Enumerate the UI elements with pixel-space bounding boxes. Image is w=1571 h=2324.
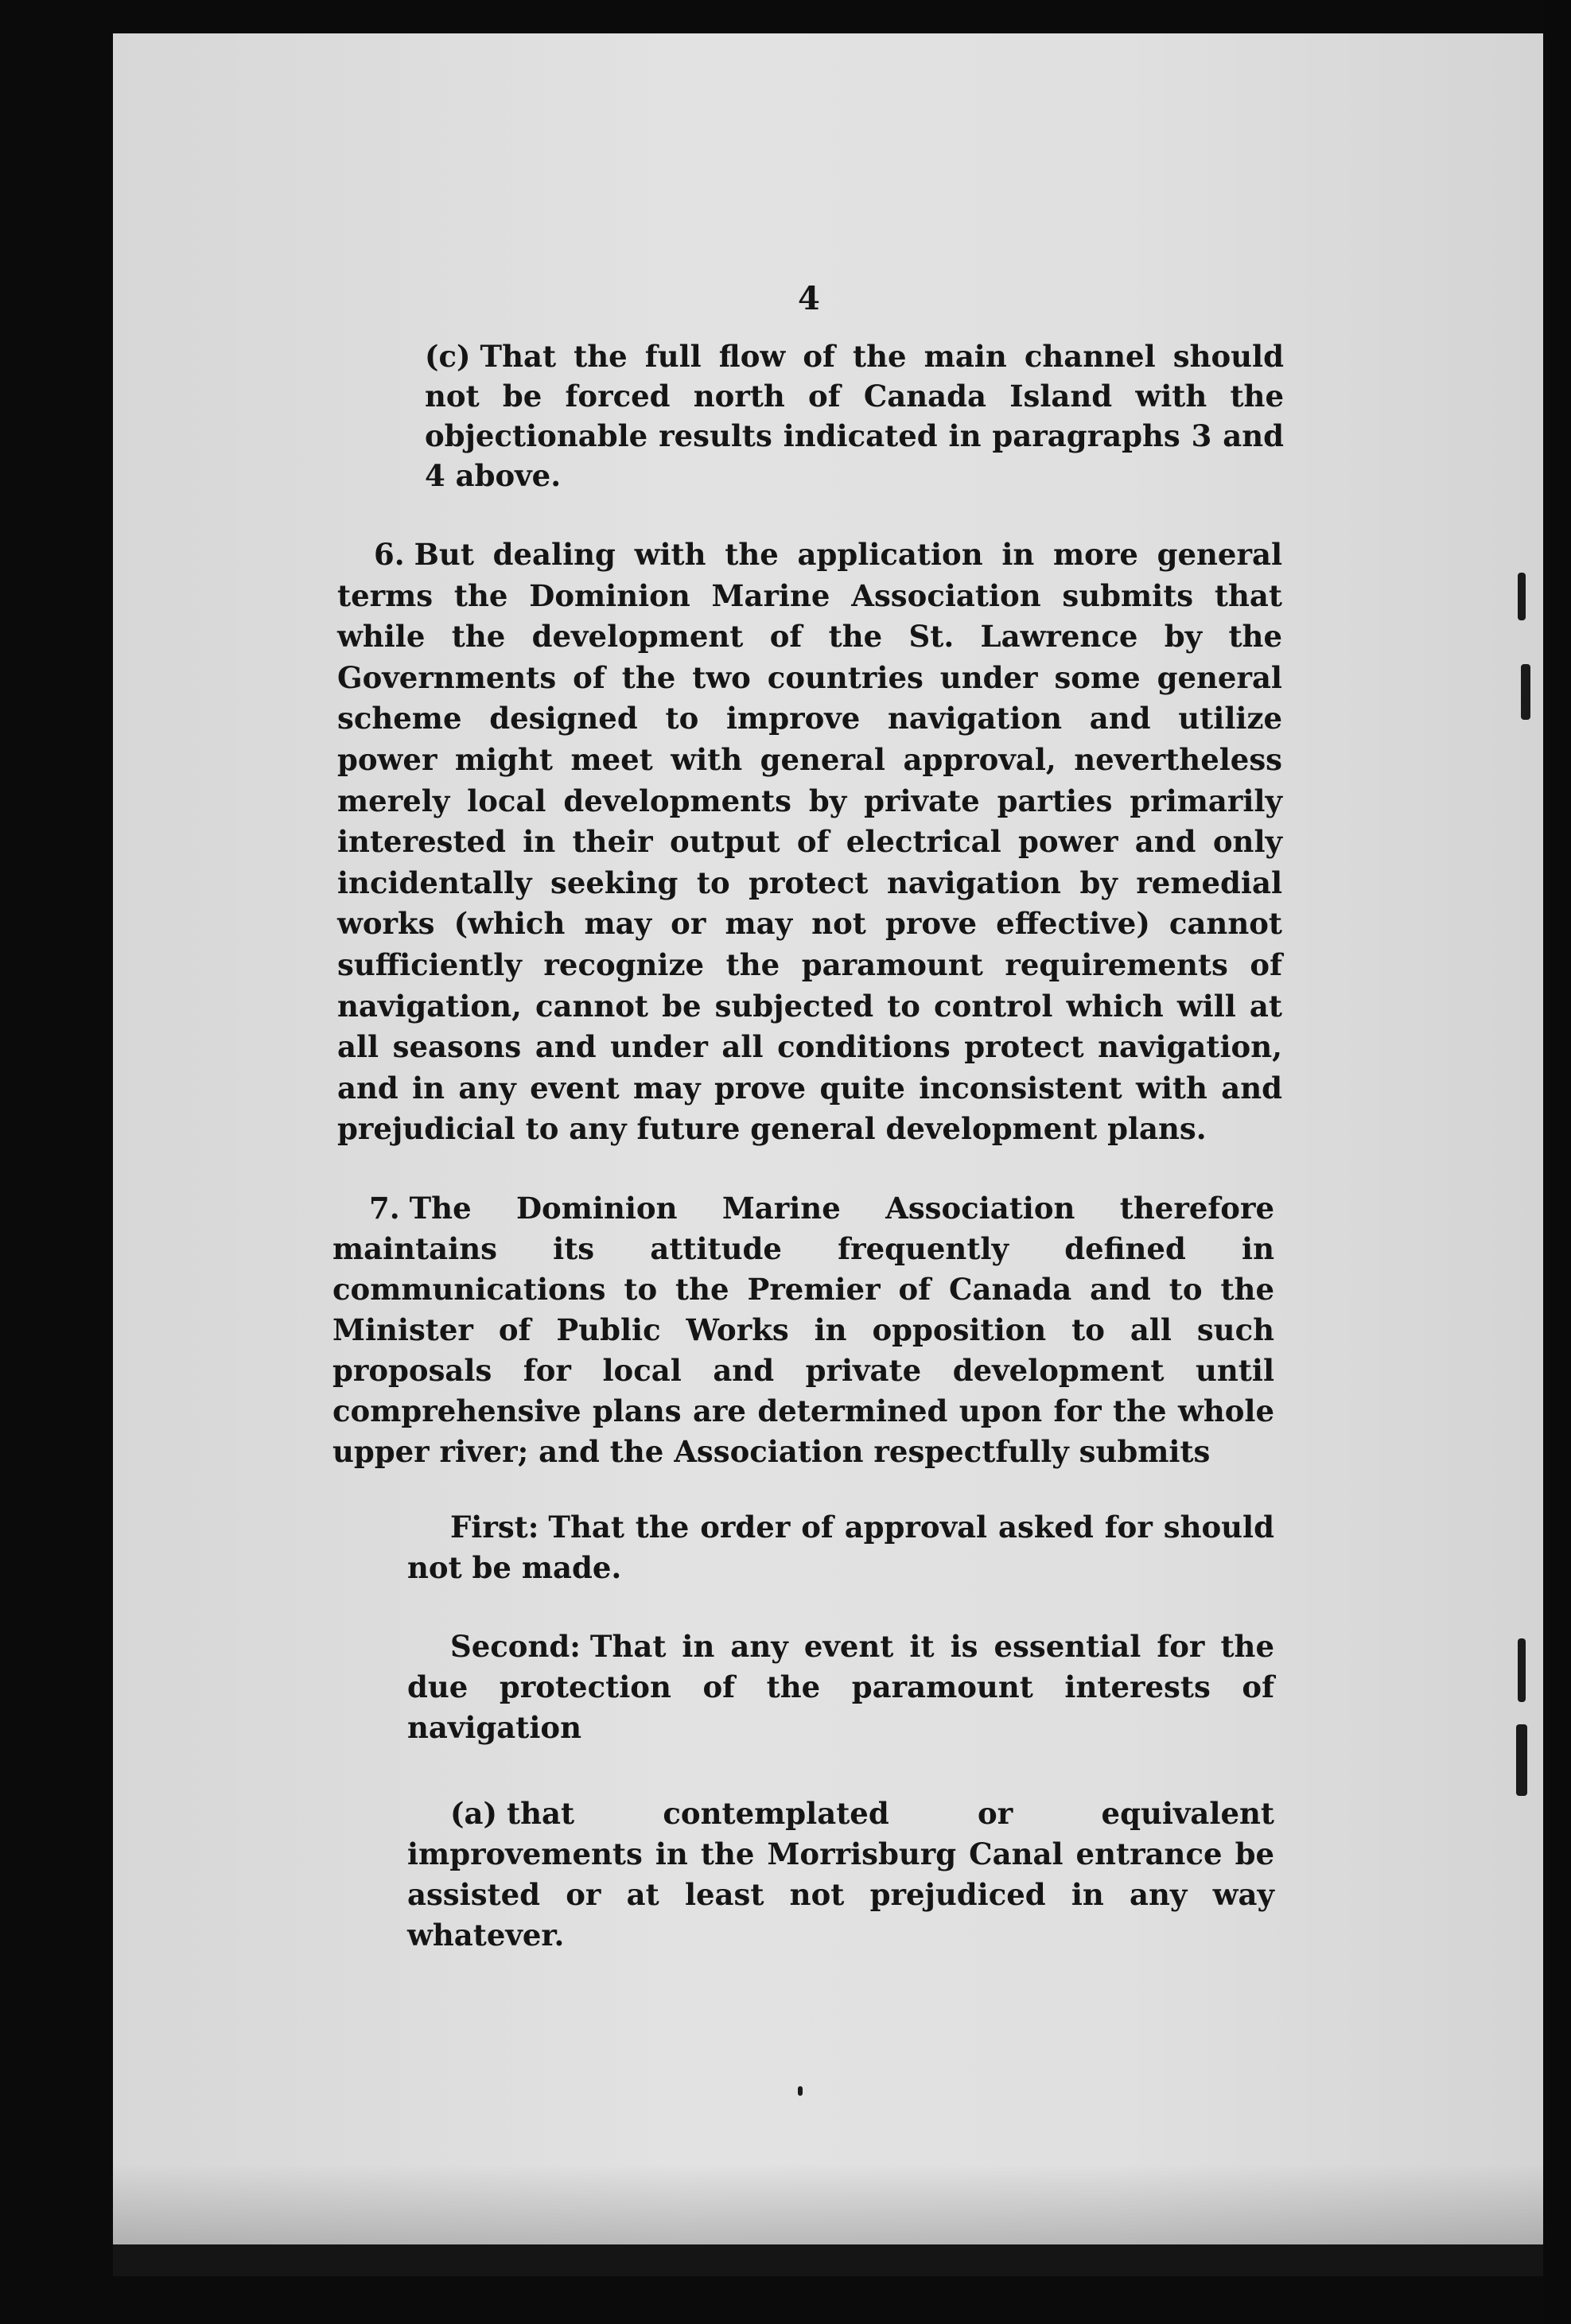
speck	[798, 2086, 803, 2096]
submission-a-text: that contemplated or equivalent improvements in the Morrisburg Canal entrance be assisted or at least not prejudiced in any way whatever.	[407, 1796, 1274, 1953]
submission-first-text: That the order of approval asked for should not be made.	[407, 1510, 1274, 1585]
binding-mark	[1521, 664, 1530, 720]
binding-mark	[1518, 573, 1526, 620]
submission-second-label: Second:	[450, 1629, 581, 1664]
submission-first-label: First:	[450, 1510, 539, 1545]
submission-a	[407, 1794, 1274, 1956]
paragraph-c	[425, 336, 1284, 496]
paragraph-c-label: (c)	[425, 339, 471, 374]
scan-border-bottom	[113, 2244, 1543, 2276]
page-number: 4	[798, 280, 820, 317]
paragraph-c-text: That the full flow of the main channel should not be forced north of Canada Island with the objectionable results indicated in paragraphs 3 and 4 above.	[425, 339, 1284, 493]
paragraph-7	[332, 1188, 1274, 1472]
binding-mark	[1518, 1638, 1526, 1702]
paragraph-6-label: 6.	[374, 537, 405, 572]
paper-shadow	[113, 2163, 1543, 2244]
submission-a-label: (a)	[450, 1796, 497, 1831]
paragraph-7-text: The Dominion Marine Association therefore maintains its attitude frequently defined in communications to the Premier of Canada and to the Minister of Public Works in opposition to all such proposals for local and private development until comprehensive plans are determined upon for the whole upper river; and the Association respectfully submits	[332, 1191, 1274, 1469]
scan-border-right	[1543, 0, 1571, 2324]
submission-second	[407, 1626, 1274, 1748]
submission-first	[407, 1507, 1274, 1588]
paragraph-6	[337, 534, 1282, 1150]
paragraph-6-text: But dealing with the application in more general terms the Dominion Marine Association submits that while the development of the St. Lawrence by the Governments of the two countries under some general scheme designed to improve navigation and utilize power might meet with general approval, nevertheless merely local developments by private parties primarily interested in their output of electrical power and only incidentally seeking to protect navigation by remedial works (which may or may not prove effective) cannot sufficiently recognize the paramount requirements of navigation, cannot be subjected to control which will at all seasons and under all conditions protect navigation, and in any event may prove quite inconsistent with and prejudicial to any future general development plans.	[337, 537, 1282, 1147]
submission-second-text: That in any event it is essential for the due protection of the paramount interests of navigation	[407, 1629, 1274, 1745]
paragraph-7-label: 7.	[369, 1191, 400, 1226]
binding-mark	[1516, 1724, 1527, 1796]
